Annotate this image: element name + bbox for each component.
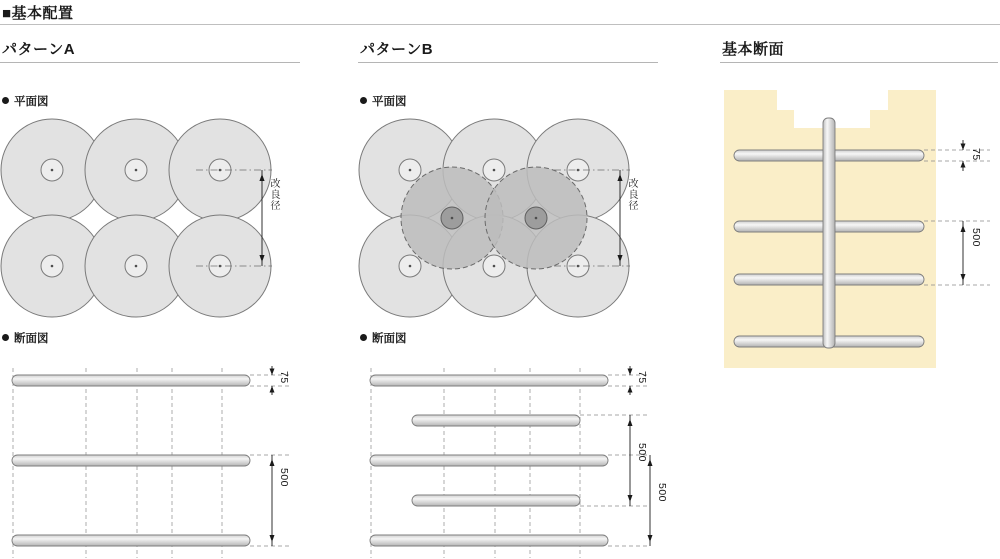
dimension-500-a: 500 (278, 468, 290, 488)
pattern-b-section-drawing (358, 358, 658, 558)
pattern-b-plan-drawing (358, 118, 658, 318)
dimension-label-improvement-diameter-b: 改良径 (626, 178, 637, 211)
bullet-icon (360, 97, 367, 104)
dimension-75-a: 75 (278, 371, 290, 384)
label-plan-a: 平面図 (14, 96, 49, 108)
subsection-plan-b (360, 93, 407, 109)
subsection-plan-a (2, 93, 49, 109)
dimension-label-improvement-diameter-a: 改良径 (268, 178, 279, 211)
pattern-a-section-drawing (0, 358, 300, 558)
title-divider (0, 24, 1000, 25)
dimension-500-b-upper: 500 (636, 443, 648, 463)
dimension-500-basic: 500 (970, 228, 982, 248)
page-title: ■基本配置 (2, 5, 74, 22)
subsection-section-a (2, 330, 49, 346)
basic-section-drawing (722, 88, 998, 378)
pattern-a-plan-drawing (0, 118, 300, 318)
subsection-section-b (360, 330, 407, 346)
column-divider-c (720, 62, 998, 63)
bullet-icon (2, 334, 9, 341)
label-plan-b: 平面図 (372, 96, 407, 108)
column-title-pattern-a: パターンA (2, 41, 76, 58)
column-divider-b (358, 62, 658, 63)
column-title-basic-section: 基本断面 (722, 41, 785, 58)
dimension-75-b: 75 (636, 371, 648, 384)
dimension-75-basic: 75 (970, 148, 982, 161)
label-section-b: 断面図 (372, 333, 407, 345)
column-divider-a (0, 62, 300, 63)
bullet-icon (2, 97, 9, 104)
dimension-500-b-lower: 500 (656, 483, 668, 503)
label-section-a: 断面図 (14, 333, 49, 345)
bullet-icon (360, 334, 367, 341)
column-title-pattern-b: パターンB (360, 41, 434, 58)
